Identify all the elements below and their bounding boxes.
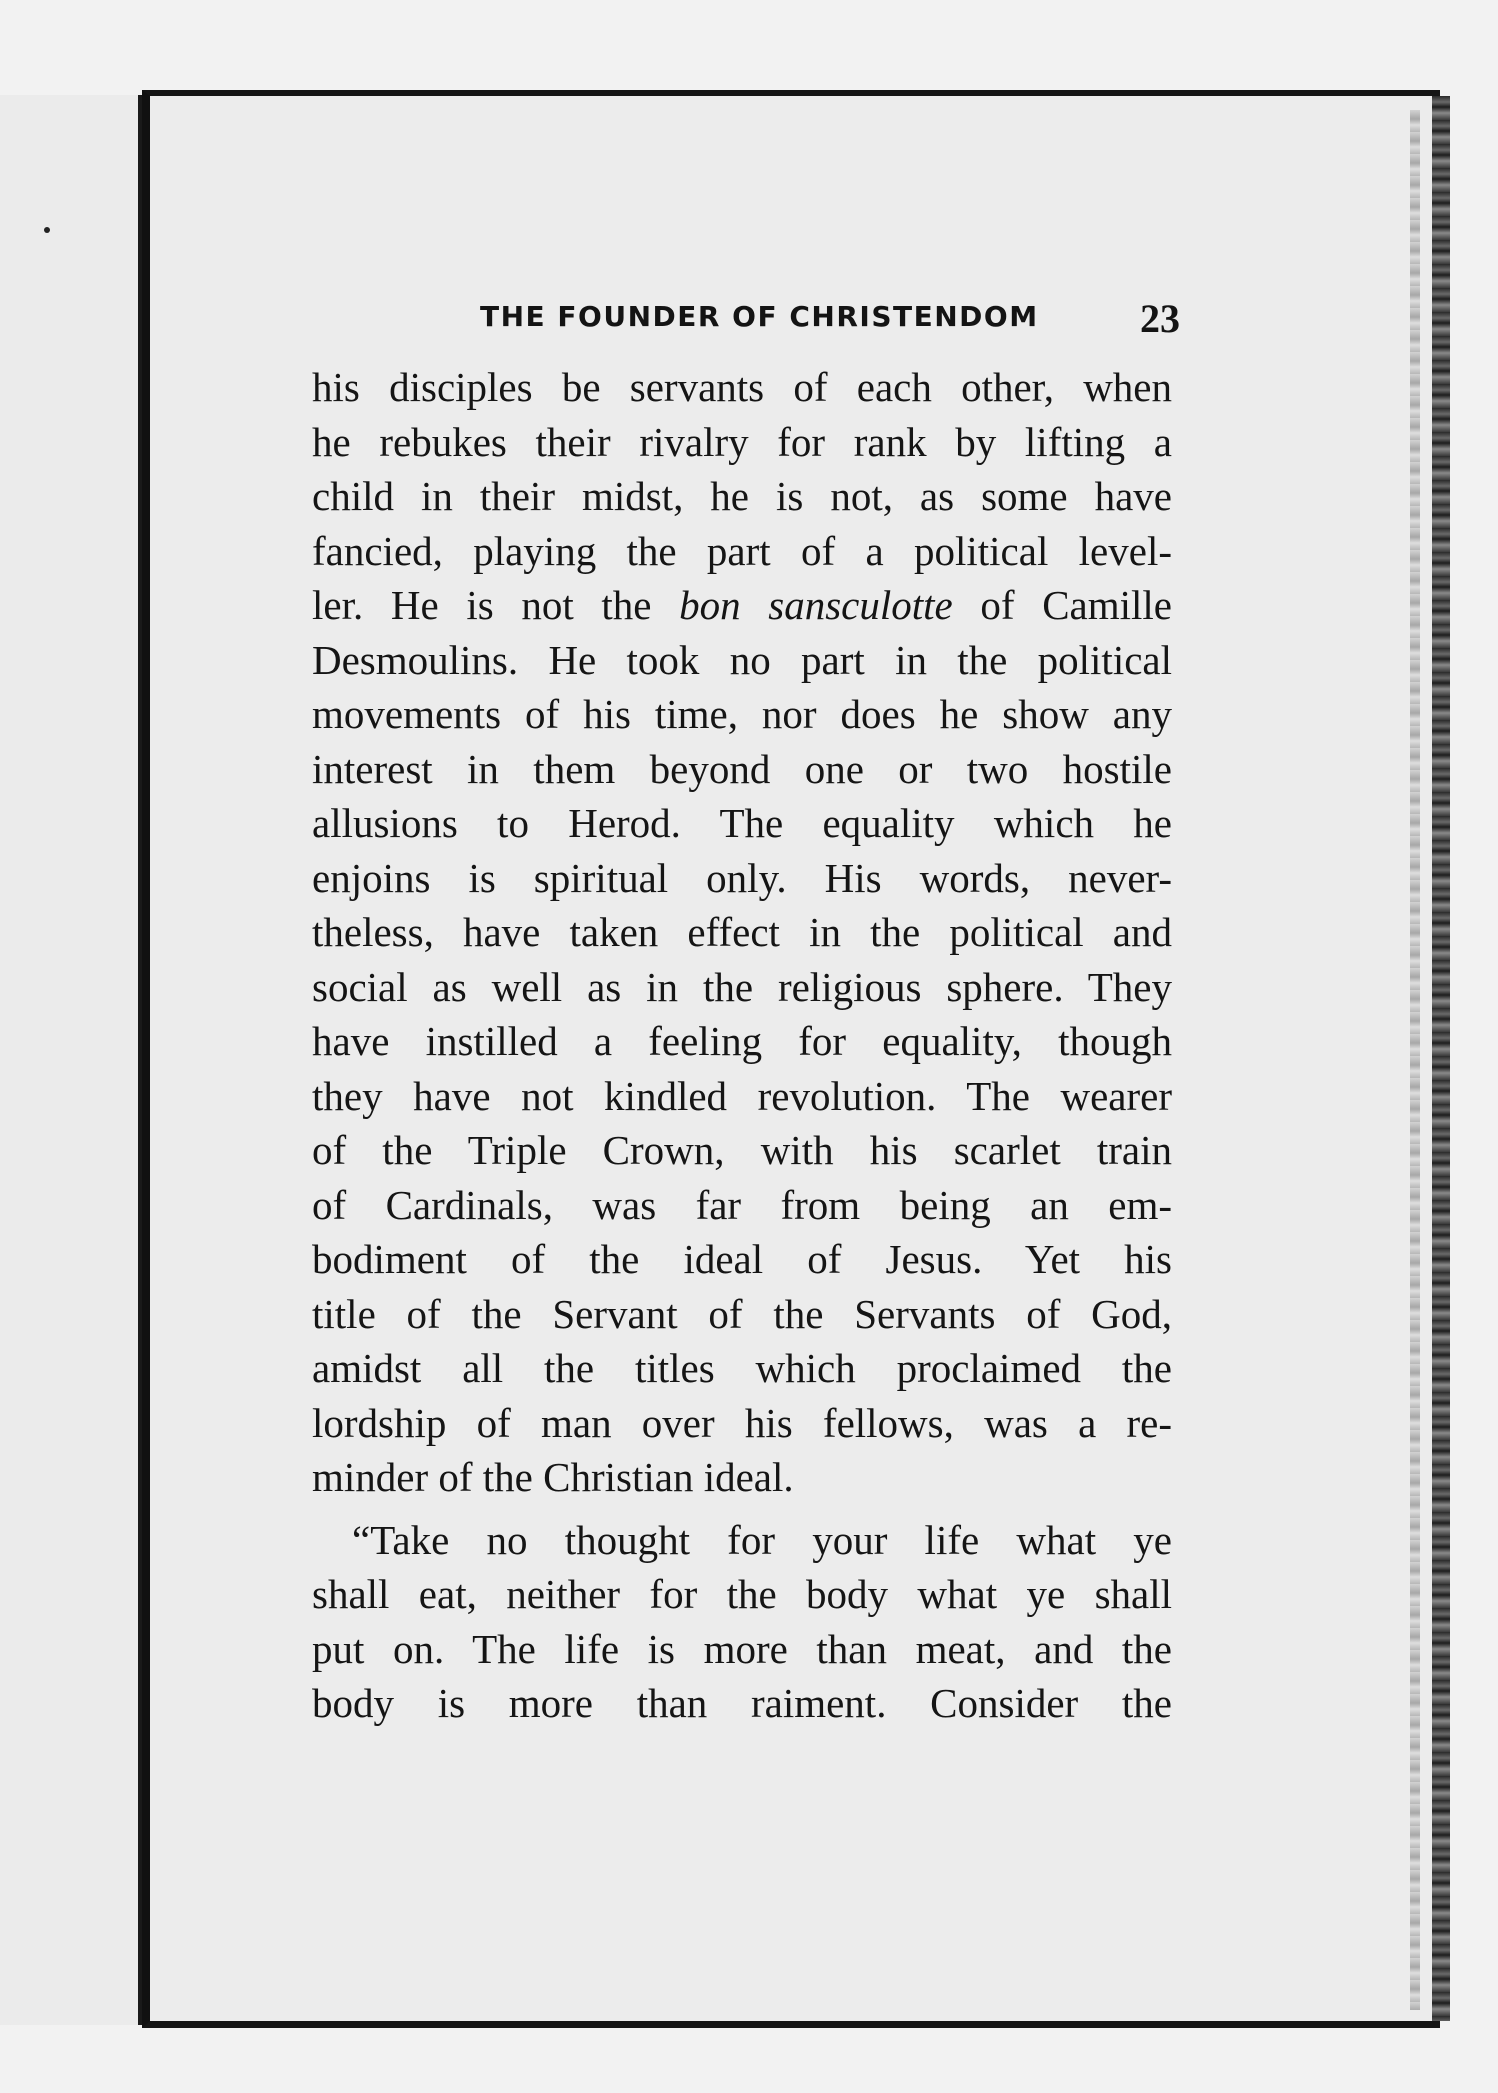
text-line: shall eat, neither for the body what ye shall — [312, 1571, 1172, 1617]
text-line — [312, 578, 1172, 633]
text-line: Desmoulins. He took no part in the political — [312, 636, 1172, 683]
text-line: movements of his time, nor does he show any — [312, 691, 1172, 737]
text-line: bodiment of the ideal of Jesus. Yet his — [312, 1236, 1172, 1282]
text-line: enjoins is spiritual only. His words, never- — [312, 854, 1172, 901]
italic-phrase: bon sansculotte — [679, 582, 953, 628]
text-line: of Cardinals, was far from being an em- — [312, 1181, 1172, 1228]
text-line: title of the Servant of the Servants of God, — [312, 1290, 1172, 1337]
text-line: have instilled a feeling for equality, though — [312, 1018, 1172, 1064]
text-line: child in their midst, he is not, as some have — [312, 473, 1172, 519]
text-line: they have not kindled revolution. The wearer — [312, 1072, 1172, 1119]
text-line: theless, have taken effect in the political and — [312, 909, 1172, 955]
page-fore-edge — [1432, 96, 1450, 2021]
page-fore-edge-inner — [1410, 110, 1420, 2010]
text-line: lordship of man over his fellows, was a re- — [312, 1399, 1172, 1446]
text-line: fancied, playing the part of a political level- — [312, 527, 1172, 574]
text-line: his disciples be servants of each other, when — [312, 364, 1172, 410]
text-line: social as well as in the religious sphere. They — [312, 963, 1172, 1010]
text-segment: of Camille — [952, 582, 1173, 628]
page-number: 23 — [1140, 296, 1180, 341]
text-line: interest in them beyond one or two hostile — [312, 745, 1172, 792]
text-line: “Take no thought for your life what ye — [352, 1516, 1172, 1563]
text-line: minder of the Christian ideal. — [312, 1454, 794, 1500]
text-line: allusions to Herod. The equality which he — [312, 800, 1172, 846]
text-line: he rebukes their rivalry for rank by lifting a — [312, 418, 1172, 465]
text-line: amidst all the titles which proclaimed the — [312, 1345, 1172, 1391]
body-text — [312, 360, 1172, 1731]
text-line: put on. The life is more than meat, and the — [312, 1625, 1172, 1672]
running-head: THE FOUNDER OF CHRISTENDOM — [480, 300, 1039, 333]
text-line: body is more than raiment. Consider the — [312, 1680, 1172, 1726]
text-line: of the Triple Crown, with his scarlet train — [312, 1127, 1172, 1173]
left-page-edge — [0, 95, 142, 2025]
text-segment: ler. He is not the — [312, 582, 680, 628]
paragraph-gap — [312, 1505, 1172, 1513]
left-page-speck — [44, 227, 50, 233]
